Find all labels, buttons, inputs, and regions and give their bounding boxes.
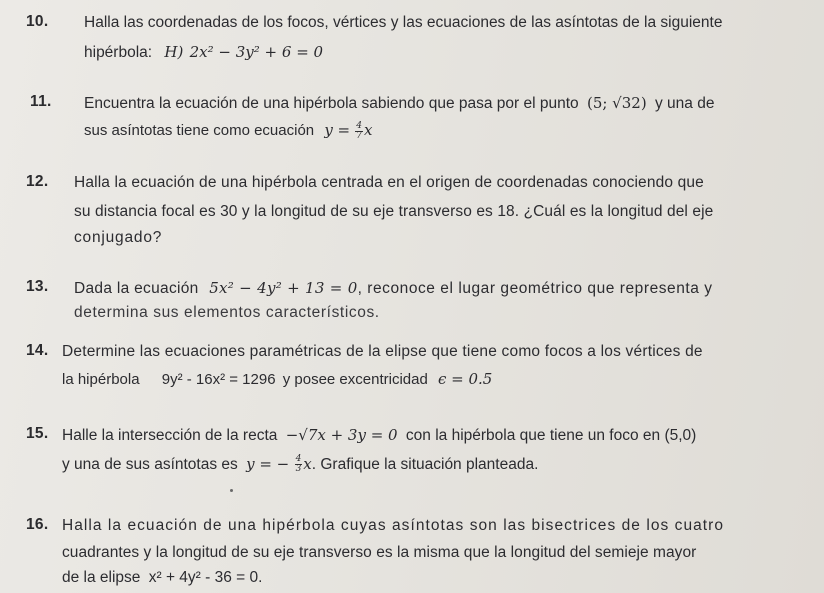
problem-text-line (84, 42, 323, 63)
fraction-numerator: 4 (356, 120, 363, 131)
asymptote-lhs: y = (324, 121, 351, 139)
asymptote-fraction (355, 122, 363, 141)
problem-text-line: determina sus elementos característicos. (74, 304, 380, 321)
asymptote-lhs: y = − (246, 455, 290, 473)
problem-text: , reconoce el lugar geométrico que representa y (357, 280, 713, 297)
problem-number: 10. (26, 13, 49, 30)
problem-text: Encuentra la ecuación de una hipérbola sabiendo que pasa por el punto (84, 95, 579, 112)
fraction-numerator: 4 (295, 454, 302, 465)
fraction-denominator: 7 (356, 130, 363, 141)
equation: 5x² − 4y² + 13 = 0 (209, 279, 358, 297)
problem-text-line: Halla la ecuación de una hipérbola cuyas asíntotas son las bisectrices de los cuatro (62, 517, 725, 534)
problem-text-line: Determine las ecuaciones paramétricas de la elipse que tiene como focos a los vértices de (62, 343, 703, 360)
problem-text: Dada la ecuación (74, 280, 199, 297)
problem-number: 12. (26, 173, 49, 190)
equation: x² + 4y² - 36 = 0. (148, 569, 263, 586)
problem-text: hipérbola: (84, 44, 153, 61)
problem-number: 14. (26, 342, 49, 359)
problem-text: . Grafique la situación planteada. (311, 456, 539, 473)
problem-number: 13. (26, 278, 49, 295)
ink-speck (230, 489, 233, 492)
asymptote-fraction (295, 455, 303, 474)
problem-text-line (84, 120, 373, 141)
problem-text: Halle la intersección de la recta (62, 427, 278, 444)
problem-text: la hipérbola (62, 371, 140, 388)
problem-number: 15. (26, 425, 49, 442)
problem-text-line: cuadrantes y la longitud de su eje transverso es la misma que la longitud del semieje mayor (62, 544, 697, 561)
problem-text-line (74, 278, 713, 299)
equation-label: H) (164, 43, 184, 61)
eccentricity: ϵ = 0.5 (437, 370, 493, 388)
asymptote-variable: x (364, 121, 373, 139)
problem-text-line: Halla las coordenadas de los focos, vértices y las ecuaciones de las asíntotas de la siguiente (84, 14, 723, 31)
problem-text-line (62, 425, 696, 446)
problem-text-line (84, 93, 714, 114)
fraction-denominator: 3 (295, 464, 302, 475)
equation: 2x² − 3y² + 6 = 0 (189, 43, 324, 61)
problem-text: sus asíntotas tiene como ecuación (84, 122, 315, 139)
problem-text: y una de (655, 95, 715, 112)
problem-number: 11. (30, 93, 52, 110)
problem-text-line (62, 568, 262, 588)
problem-text-line: Halla la ecuación de una hipérbola centrada en el origen de coordenadas conociendo que (74, 174, 704, 191)
equation: 9y² - 16x² = 1296 (161, 371, 276, 388)
problem-number: 16. (26, 516, 49, 533)
problem-text-line: su distancia focal es 30 y la longitud de su eje transverso es 18. ¿Cuál es la longitud del eje (74, 203, 714, 220)
asymptote-variable: x (303, 455, 312, 473)
problem-text: con la hipérbola que tiene un foco en (5,0) (405, 427, 697, 444)
problem-text: y posee excentricidad (282, 371, 428, 388)
problem-text: de la elipse (62, 569, 141, 586)
problem-text-line: conjugado? (74, 229, 163, 246)
problem-text: y una de sus asíntotas es (62, 456, 238, 473)
point-coordinates: (5; √32) (586, 94, 647, 112)
problem-text-line (62, 369, 492, 390)
line-equation: −√7x + 3y = 0 (285, 426, 398, 444)
problem-text-line (62, 454, 538, 475)
